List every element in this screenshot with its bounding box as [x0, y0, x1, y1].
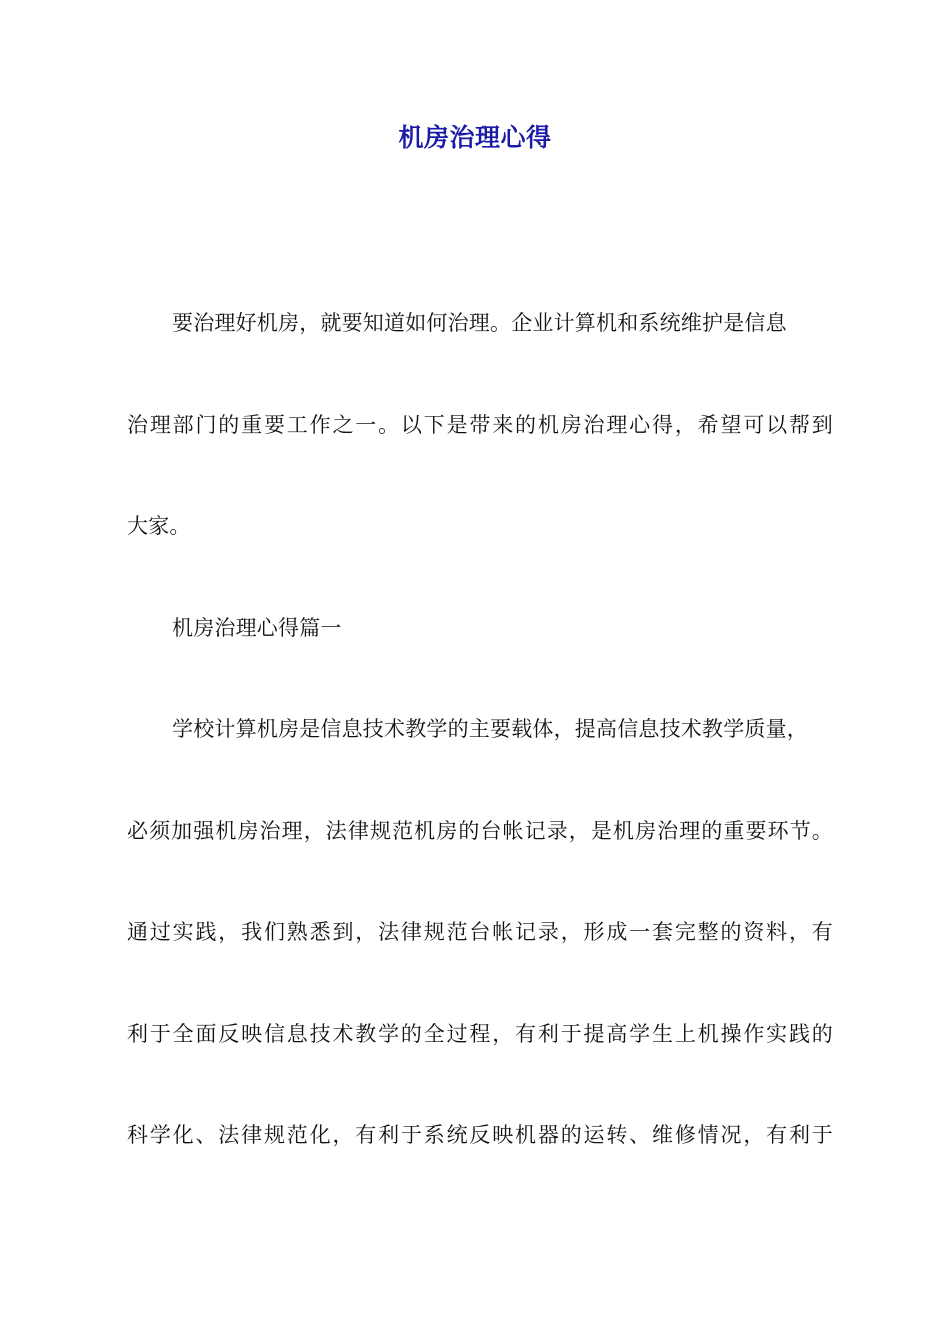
paragraph-line-9: 科学化、法律规范化，有利于系统反映机器的运转、维修情况，有利于 — [127, 1123, 833, 1147]
paragraph-line-6: 必须加强机房治理，法律规范机房的台帐记录，是机房治理的重要环节。 — [127, 818, 833, 843]
paragraph-line-2: 治理部门的重要工作之一。以下是带来的机房治理心得，希望可以帮到 — [127, 412, 833, 437]
paragraph-line-3: 大家。 — [127, 514, 191, 538]
document-body — [127, 301, 833, 1215]
paragraph-line-1: 要治理好机房，就要知道如何治理。企业计算机和系统维护是信息 — [172, 311, 787, 335]
paragraph-line-5: 学校计算机房是信息技术教学的主要载体，提高信息技术教学质量， — [172, 717, 808, 741]
document-title: 机房治理心得 — [398, 123, 552, 152]
section-heading: 机房治理心得篇一 — [172, 615, 342, 640]
paragraph-line-7: 通过实践，我们熟悉到，法律规范台帐记录，形成一套完整的资料，有 — [127, 920, 833, 944]
paragraph-line-8: 利于全面反映信息技术教学的全过程，有利于提高学生上机操作实践的 — [127, 1021, 833, 1046]
